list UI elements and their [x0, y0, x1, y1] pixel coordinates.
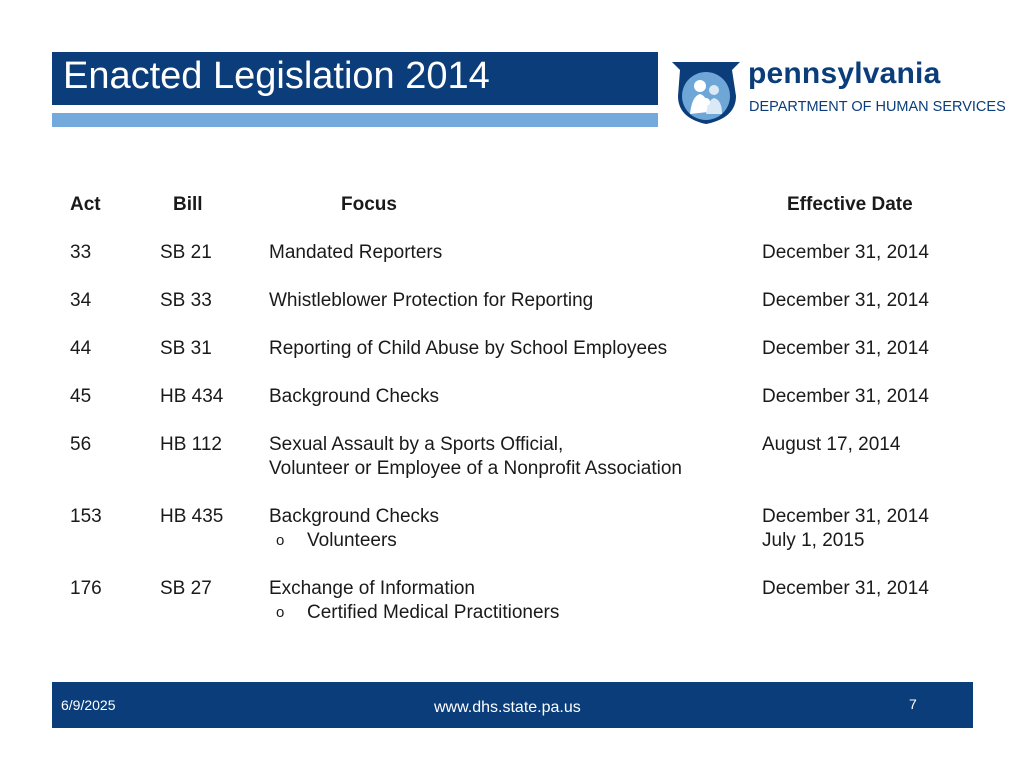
slide-title: Enacted Legislation 2014	[63, 55, 490, 97]
logo-department: DEPARTMENT OF HUMAN SERVICES	[749, 99, 1006, 115]
row-focus: Background Checks	[269, 386, 440, 407]
row-sub-item: Certified Medical Practitioners	[307, 602, 560, 623]
row-date: December 31, 2014	[762, 578, 929, 599]
row-act: 153	[70, 506, 102, 527]
row-focus: Background Checks	[269, 506, 440, 527]
row-date: December 31, 2014	[762, 290, 929, 311]
row-focus: Whistleblower Protection for Reporting	[269, 290, 594, 311]
row-focus: Exchange of Information	[269, 578, 475, 599]
row-focus: Sexual Assault by a Sports Official,	[269, 434, 564, 455]
row-sub-item: Volunteers	[307, 530, 397, 551]
logo-wordmark: pennsylvania	[748, 57, 941, 90]
row-focus: Mandated Reporters	[269, 242, 443, 263]
sub-bullet-marker: o	[276, 532, 285, 549]
row-act: 34	[70, 290, 92, 311]
row-act: 56	[70, 434, 92, 455]
row-bill: SB 33	[160, 290, 212, 311]
row-act: 176	[70, 578, 102, 599]
row-date: December 31, 2014	[762, 386, 929, 407]
header-effective-date: Effective Date	[787, 194, 913, 215]
row-bill: SB 31	[160, 338, 212, 359]
slide-footer	[52, 682, 973, 728]
header-focus: Focus	[341, 194, 397, 215]
row-date: December 31, 2014	[762, 242, 929, 263]
row-bill: SB 21	[160, 242, 212, 263]
row-sub-date: July 1, 2015	[762, 530, 865, 551]
row-bill: HB 435	[160, 506, 224, 527]
row-act: 45	[70, 386, 92, 407]
header-bill: Bill	[173, 194, 203, 215]
row-act: 44	[70, 338, 92, 359]
page-number: 7	[909, 696, 917, 712]
row-bill: HB 434	[160, 386, 224, 407]
row-bill: SB 27	[160, 578, 212, 599]
row-date: August 17, 2014	[762, 434, 901, 455]
row-date: December 31, 2014	[762, 338, 929, 359]
header-act: Act	[70, 194, 101, 215]
footer-url-link[interactable]: www.dhs.state.pa.us	[434, 699, 581, 716]
row-date: December 31, 2014	[762, 506, 929, 527]
row-act: 33	[70, 242, 92, 263]
sub-bullet-marker: o	[276, 604, 285, 621]
footer-date: 6/9/2025	[61, 697, 116, 713]
row-focus-continued: Volunteer or Employee of a Nonprofit Association	[269, 458, 682, 479]
row-bill: HB 112	[160, 434, 222, 455]
row-focus: Reporting of Child Abuse by School Employees	[269, 338, 668, 359]
